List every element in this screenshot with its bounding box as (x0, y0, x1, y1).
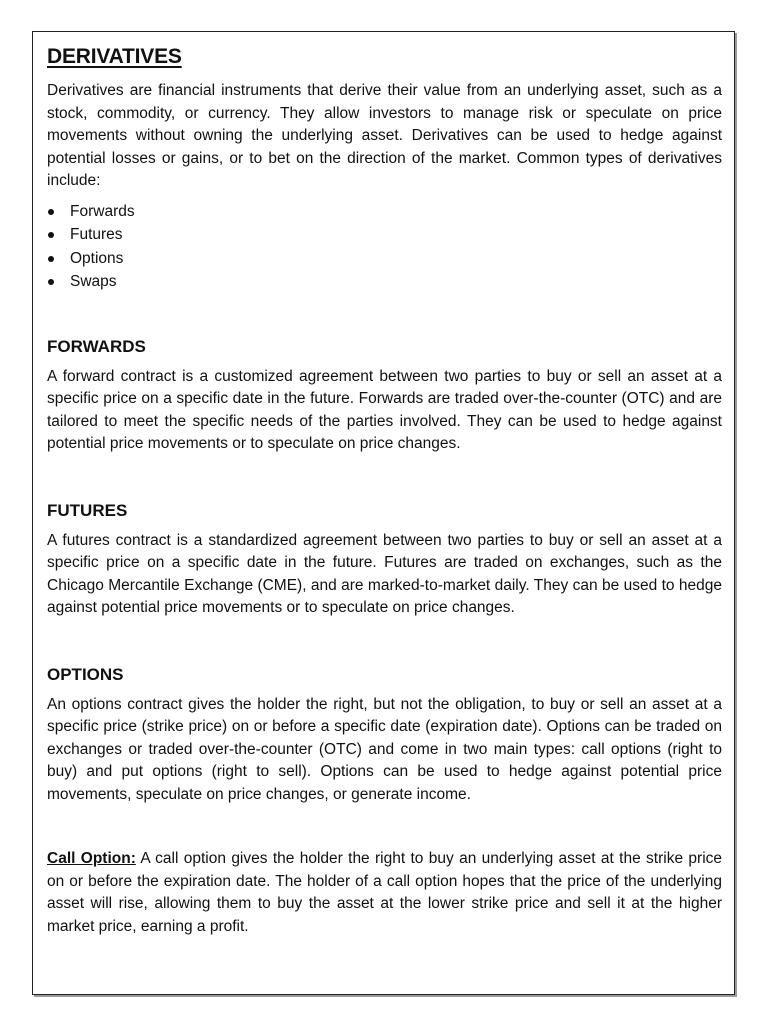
list-item-label: Forwards (70, 202, 135, 220)
list-item (47, 223, 722, 247)
list-item-label: Futures (70, 226, 123, 243)
document-page (32, 31, 735, 995)
futures-paragraph: A futures contract is a standardized agreement between two parties to buy or sell an asset at a specific price on a specific date in the future. Futures are traded on exchanges, such as the Chicago Mercantile Exchange (CME), and are marked-to-market daily. They can be used to hedge against potential price movements or to speculate on price changes. (47, 531, 722, 616)
call-option-label: Call Option: (47, 850, 136, 867)
futures-heading: FUTURES (47, 500, 128, 520)
derivative-types-list (47, 200, 722, 294)
document-title: DERIVATIVES (47, 45, 182, 68)
call-option-text: A call option gives the holder the right to buy an underlying asset at the strike price on or before the expiration date. The holder of a call option hopes that the price of the underlying asset will rise, allowing them to buy the asset at the lower strike price and sell it at the higher market price, earning a profit. (47, 850, 723, 935)
bullet-icon (48, 279, 54, 285)
bullet-icon (48, 256, 54, 262)
bullet-icon (48, 209, 54, 215)
list-item (47, 270, 722, 294)
forwards-heading: FORWARDS (47, 336, 146, 356)
options-paragraph: An options contract gives the holder the right, but not the obligation, to buy or sell an asset at a specific price (strike price) on or before a specific date (expiration date). Options can be traded on exchanges or traded over-the-counter (OTC) and come in two main types: call options (right to buy) and put options (right to sell). Options can be used to hedge against potential price movements, speculate on price changes, or generate income. (47, 695, 722, 803)
forwards-paragraph: A forward contract is a customized agreement between two parties to buy or sell an asset at a specific price on a specific date in the future. Forwards are traded over-the-counter (OTC) and are tailored to meet the specific needs of the parties involved. They can be used to hedge against potential price movements or to speculate on price changes. (47, 367, 722, 452)
list-item (47, 247, 722, 271)
call-option-paragraph (47, 848, 722, 938)
bullet-icon (48, 232, 54, 238)
document-content (47, 43, 722, 938)
list-item-label: Options (70, 249, 124, 267)
list-item-label: Swaps (70, 273, 117, 290)
options-heading: OPTIONS (47, 664, 124, 684)
list-item (47, 200, 722, 224)
intro-paragraph: Derivatives are financial instruments that derive their value from an underlying asset, such as a stock, commodity, or currency. They allow investors to manage risk or speculate on price movements without owning the underlying asset. Derivatives can be used to hedge against potential losses or gains, or to bet on the direction of the market. Common types of derivatives include: (47, 82, 722, 189)
